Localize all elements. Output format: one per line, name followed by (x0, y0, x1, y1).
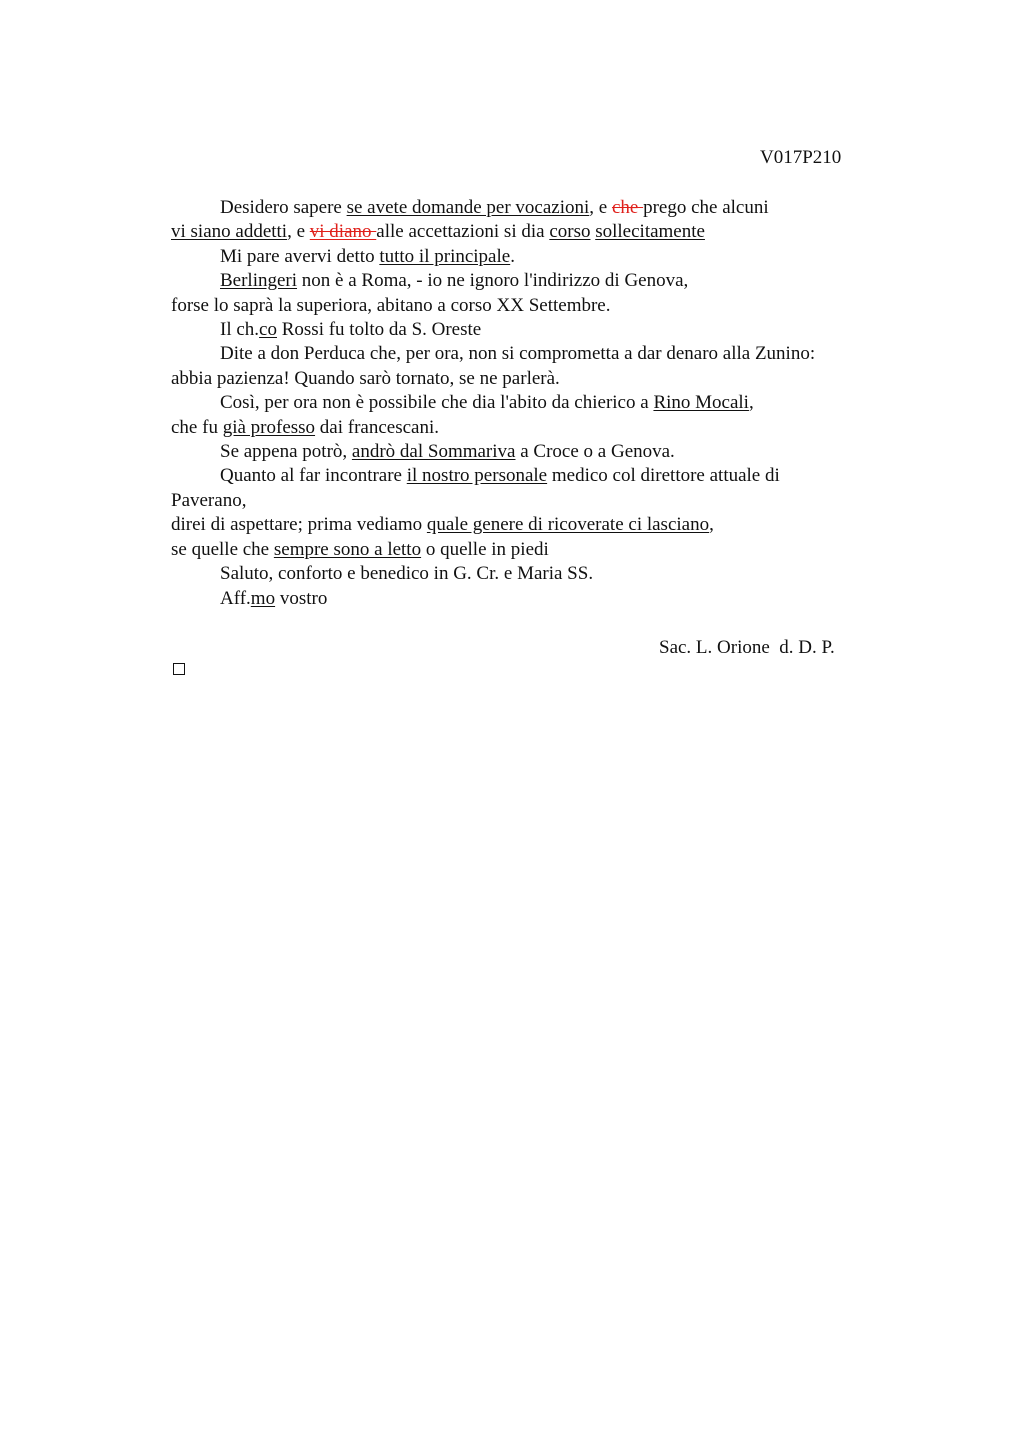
text-segment: , e (287, 221, 310, 243)
text-line (171, 245, 891, 269)
text-line (171, 342, 891, 366)
signature: Sac. L. Orione d. D. P. (659, 637, 835, 658)
underlined-text: vi siano addetti (171, 221, 288, 243)
underlined-text: co (259, 319, 277, 341)
text-segment: Saluto, conforto e benedico in G. Cr. e Maria SS. (220, 563, 594, 585)
underlined-text: Berlingeri (220, 270, 298, 292)
text-line (171, 513, 891, 537)
empty-square-icon (173, 663, 185, 675)
text-segment: prego che alcuni (643, 197, 769, 218)
text-line (171, 538, 891, 562)
text-segment: vostro (275, 587, 328, 609)
text-segment: , e (589, 197, 612, 218)
text-line (171, 367, 891, 391)
text-segment: medico col direttore attuale di (547, 465, 780, 487)
text-line (171, 196, 891, 220)
text-segment: Mi pare avervi detto (220, 245, 380, 267)
underlined-text: sollecitamente (595, 221, 705, 243)
text-line (171, 587, 891, 611)
text-segment: Se appena potrò, (220, 441, 352, 463)
text-line (171, 416, 891, 440)
underlined-text: sempre sono a letto (273, 538, 422, 560)
text-segment: direi di aspettare; prima vediamo (171, 514, 427, 536)
text-segment: Desidero sapere (220, 197, 347, 218)
text-segment: Paverano, (171, 489, 247, 511)
text-line (171, 294, 891, 318)
underlined-text: se avete domande per vocazioni (346, 197, 590, 218)
text-segment: Aff. (220, 587, 251, 609)
letter-body (171, 196, 891, 611)
underlined-text: già professo (222, 416, 316, 438)
deleted-text: che (611, 197, 644, 218)
text-line (171, 464, 891, 488)
underlined-text: quale genere di ricoverate ci lasciano (426, 514, 710, 536)
text-line (171, 440, 891, 464)
text-segment: Il ch. (220, 319, 260, 341)
text-segment: Dite a don Perduca che, per ora, non si comprometta a dar denaro alla Zunino: (220, 343, 816, 365)
text-line (171, 489, 891, 513)
text-line (171, 562, 891, 586)
text-segment: , (748, 392, 754, 414)
text-segment: alle accettazioni si dia (376, 221, 550, 243)
underlined-text: tutto il principale (379, 245, 511, 267)
text-segment: abbia pazienza! Quando sarò tornato, se ne parlerà. (171, 367, 560, 389)
underlined-text: il nostro personale (406, 465, 548, 487)
text-segment: non è a Roma, - io ne ignoro l'indirizzo di Genova, (297, 270, 689, 292)
underlined-text: corso (549, 221, 591, 243)
underlined-text: Rino Mocali (653, 392, 749, 414)
underlined-text: andrò dal Sommariva (351, 441, 516, 463)
text-segment: . (510, 245, 515, 267)
underlined-text: mo (250, 587, 276, 609)
document-id: V017P210 (760, 147, 842, 168)
text-segment: , (709, 514, 714, 536)
text-line (171, 318, 891, 342)
text-segment: forse lo saprà la superiora, abitano a corso XX Settembre. (171, 294, 611, 316)
text-segment: se quelle che (171, 538, 274, 560)
text-segment: che fu (171, 416, 223, 438)
text-segment: a Croce o a Genova. (515, 441, 675, 463)
text-segment: Così, per ora non è possibile che dia l'abito da chierico a (220, 392, 654, 414)
text-line (171, 269, 891, 293)
text-line (171, 220, 891, 244)
text-segment: Rossi fu tolto da S. Oreste (276, 319, 482, 341)
text-segment: Quanto al far incontrare (220, 465, 407, 487)
text-segment: dai francescani. (315, 416, 440, 438)
text-segment: o quelle in piedi (421, 538, 549, 560)
text-line (171, 391, 891, 415)
deleted-text: vi diano (309, 221, 377, 243)
